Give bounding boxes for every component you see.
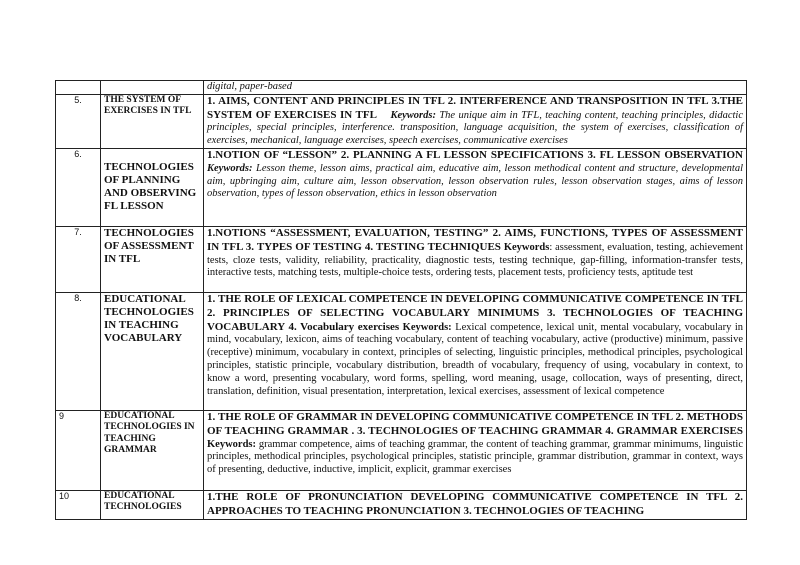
module-content <box>204 292 747 410</box>
table-row <box>56 226 747 292</box>
table-row <box>56 410 747 490</box>
module-title: EDUCATIONAL TECHNOLOGIES IN TEACHING GRAMMAR <box>101 410 204 490</box>
module-title: TECHNOLOGIES OF PLANNING AND OBSERVING FL LESSON <box>101 148 204 226</box>
keywords-text: Lesson theme, lesson aims, practical aim, educative aim, lesson methodical content and structure, developmental aim, upbringing aim, culture aim, lesson observation, lesson observation rules, lesson observation stages, aims of lesson observation, types of lesson observation, ethics in lesson observation <box>207 162 744 200</box>
keywords-text: The unique aim in TFL, teaching content, teaching principles, didactic principles, special principles, interference. transposition, language acquisition, the system of exercises, classification of exercises, mechanical, language exercises, speech exercises, communicative exercises <box>207 109 744 147</box>
module-title: THE SYSTEM OF EXERCISES IN TFL <box>101 94 204 148</box>
topics-text: 1.NOTIONS “ASSESSMENT, EVALUATION, TESTING” 2. AIMS, FUNCTIONS, TYPES OF ASSESSMENT IN TFL 3. TYPES OF TESTING 4. TESTING TECHNIQUES <box>207 226 743 253</box>
row-number: 7. <box>56 226 101 292</box>
module-title <box>101 81 204 95</box>
topics-text: 1. THE ROLE OF GRAMMAR IN DEVELOPING COMMUNICATIVE COMPETENCE IN TFL 2. METHODS OF TEACHING GRAMMAR . 3. TECHNOLOGIES OF TEACHING GRAMMAR 4. GRAMMAR EXERCISES <box>207 410 743 437</box>
keywords-label: Keywords: <box>390 109 436 121</box>
keywords-label: Keywords: <box>207 438 256 450</box>
topics-text: 1.NOTION OF “LESSON” 2. PLANNING A FL LESSON SPECIFICATIONS 3. FL LESSON OBSERVATION <box>207 148 743 161</box>
keywords-text: Lexical competence, lexical unit, mental vocabulary, vocabulary in mind, vocabulary, lexicon, aims of teaching vocabulary, content of teaching vocabulary, active (productive) minimum, passive (receptive) minimum, vocabulary in context, principles of selecting, linguistic principles, methodical principles, psychological principles, statistic principle, vocabulary distribution, breadth of vocabulary, frequency of using, vocabulary in context, to know a word, presenting vocabulary, word forms, spelling, word meaning, usage, collocation, ways of presenting, direct, translation, definition, visual presentation, interpretation, lexical exercises, assessment of lexical competence <box>207 321 744 397</box>
keywords-text: : assessment, evaluation, testing, achievement tests, cloze tests, validity, reliability, practicality, diagnostic tests, testing technique, gap-filling, information-transfer tests, interactive tests, matching tests, multiple-choice tests, ordering tests, placement tests, proficiency tests, aptitude test <box>207 241 744 279</box>
topics-text: 1. AIMS, CONTENT AND PRINCIPLES IN TFL 2. INTERFERENCE AND TRANSPOSITION IN TFL 3.THE SYSTEM OF EXERCISES IN TFL <box>207 94 743 121</box>
module-title: TECHNOLOGIES OF ASSESSMENT IN TFL <box>101 226 204 292</box>
keywords-text: digital, paper-based <box>207 81 292 92</box>
table-row <box>56 148 747 226</box>
syllabus-table <box>55 80 747 520</box>
module-content <box>204 81 747 95</box>
module-title: EDUCATIONAL TECHNOLOGIES IN TEACHING VOCABULARY <box>101 292 204 410</box>
module-content <box>204 410 747 490</box>
row-number: 6. <box>56 148 101 226</box>
module-title: EDUCATIONAL TECHNOLOGIES <box>101 490 204 519</box>
table-row <box>56 292 747 410</box>
module-content <box>204 148 747 226</box>
topics-text: 1.THE ROLE OF PRONUNCIATION DEVELOPING COMMUNICATIVE COMPETENCE IN TFL 2. APPROACHES TO TEACHING PRONUNCIATION 3. TECHNOLOGIES OF TEACHING <box>207 490 743 517</box>
topics-text: 1. THE ROLE OF LEXICAL COMPETENCE IN DEVELOPING COMMUNICATIVE COMPETENCE IN TFL 2. PRINCIPLES OF SELECTING VOCABULARY MINIMUMS 3. TECHNOLOGIES OF TEACHING VOCABULARY 4. Vocabulary exercises <box>207 292 743 333</box>
keywords-label: Keywords <box>503 241 550 253</box>
row-number <box>56 81 101 95</box>
module-content <box>204 226 747 292</box>
row-number: 10 <box>56 490 101 519</box>
row-number: 9 <box>56 410 101 490</box>
keywords-label: Keywords: <box>207 162 253 174</box>
module-content <box>204 94 747 148</box>
module-content <box>204 490 747 519</box>
table-row <box>56 94 747 148</box>
keywords-label: Keywords: <box>402 321 452 333</box>
table-row <box>56 81 747 95</box>
row-number: 8. <box>56 292 101 410</box>
table-row <box>56 490 747 519</box>
row-number: 5. <box>56 94 101 148</box>
keywords-text: grammar competence, aims of teaching grammar, the content of teaching grammar, grammar minimums, linguistic principles, methodical principles, psychological principles, statistic principle, grammar distribution, grammar in context, ways of presenting, deductive, inductive, implicit, explicit, grammar exercises <box>207 438 744 476</box>
